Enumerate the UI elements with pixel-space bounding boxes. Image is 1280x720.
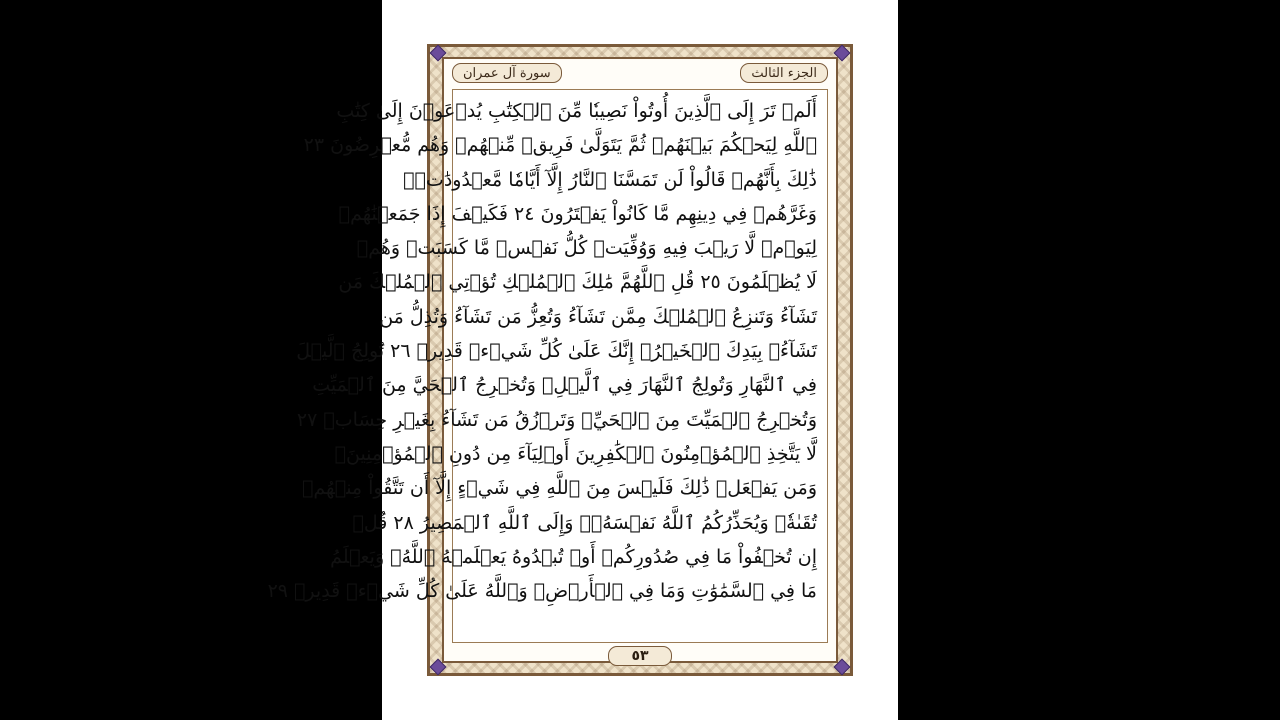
juz-name: الجزء الثالث	[740, 63, 828, 83]
verse-line: وَمَن يَفۡعَلۡ ذَٰلِكَ فَلَيۡسَ مِنَ ٱللَّهِ فِي شَيۡءٍ إِلَّآ أَن تَتَّقُواْ مِنۡهُمۡ	[301, 477, 817, 500]
verse-line: لِيَوۡمٖ لَّا رَيۡبَ فِيهِ وَوُفِّيَتۡ كُلُّ نَفۡسٖ مَّا كَسَبَتۡ وَهُمۡ	[356, 237, 817, 260]
verse-line: وَتُخۡرِجُ ٱلۡمَيِّتَ مِنَ ٱلۡحَيِّۖ وَتَرۡزُقُ مَن تَشَآءُ بِغَيۡرِ حِسَابٖ ٢٧	[296, 408, 817, 431]
verse-text-panel	[267, 89, 828, 643]
verse-line: فِي ٱلنَّهَارِ وَتُولِجُ ٱلنَّهَارَ فِي ٱلَّيۡلِۖ وَتُخۡرِجُ ٱلۡحَيَّ مِنَ ٱلۡمَيِّتِ	[312, 374, 817, 397]
verse-line: ذَٰلِكَ بِأَنَّهُمۡ قَالُواْ لَن تَمَسَّنَا ٱلنَّارُ إِلَّآ أَيَّامٗا مَّعۡدُودَٰتٖۖ	[403, 168, 817, 191]
verse-line: إِن تُخۡفُواْ مَا فِي صُدُورِكُمۡ أَوۡ تُبۡدُوهُ يَعۡلَمۡهُ ٱللَّهُۗ وَيَعۡلَمُ	[330, 545, 817, 568]
page-header	[452, 61, 828, 85]
verse-line: مَا فِي ٱلسَّمَٰوَٰتِ وَمَا فِي ٱلۡأَرۡضِۗ وَٱللَّهُ عَلَىٰ كُلِّ شَيۡءٖ قَدِيرٞ ٢٩	[267, 580, 817, 603]
verse-line: تُقَىٰةٗۗ وَيُحَذِّرُكُمُ ٱللَّهُ نَفۡسَهُۥۗ وَإِلَى ٱللَّهِ ٱلۡمَصِيرُ ٢٨ قُلۡ	[352, 511, 817, 534]
mushaf-page-frame	[267, 44, 853, 676]
verse-line: تَشَآءُ وَتَنزِعُ ٱلۡمُلۡكَ مِمَّن تَشَآءُ وَتُعِزُّ مَن تَشَآءُ وَتُذِلُّ مَن	[379, 305, 817, 328]
verse-line: لَّا يَتَّخِذِ ٱلۡمُؤۡمِنُونَ ٱلۡكَٰفِرِينَ أَوۡلِيَآءَ مِن دُونِ ٱلۡمُؤۡمِنِينَۖ	[334, 442, 817, 465]
surah-name: سورة آل عمران	[452, 63, 562, 83]
page-number: ٥٣	[608, 646, 672, 666]
verse-line: وَغَرَّهُمۡ فِي دِينِهِم مَّا كَانُواْ يَفۡتَرُونَ ٢٤ فَكَيۡفَ إِذَا جَمَعۡنَٰهُمۡ	[338, 202, 817, 225]
verse-line: لَا يُظۡلَمُونَ ٢٥ قُلِ ٱللَّهُمَّ مَٰلِكَ ٱلۡمُلۡكِ تُؤۡتِي ٱلۡمُلۡكَ مَن	[338, 271, 817, 294]
page-footer	[430, 645, 850, 667]
verse-line: ٱللَّهِ لِيَحۡكُمَ بَيۡنَهُمۡ ثُمَّ يَتَوَلَّىٰ فَرِيقٞ مِّنۡهُمۡ وَهُم مُّعۡرِضُونَ ٢٣	[303, 134, 817, 157]
verse-line: تَشَآءُۖ بِيَدِكَ ٱلۡخَيۡرُۖ إِنَّكَ عَلَىٰ كُلِّ شَيۡءٖ قَدِيرٞ ٢٦ تُولِجُ ٱلَّيۡلَ	[296, 340, 817, 363]
verse-line: أَلَمۡ تَرَ إِلَى ٱلَّذِينَ أُوتُواْ نَصِيبٗا مِّنَ ٱلۡكِتَٰبِ يُدۡعَوۡنَ إِلَىٰ كِتَٰبِ	[336, 100, 817, 122]
